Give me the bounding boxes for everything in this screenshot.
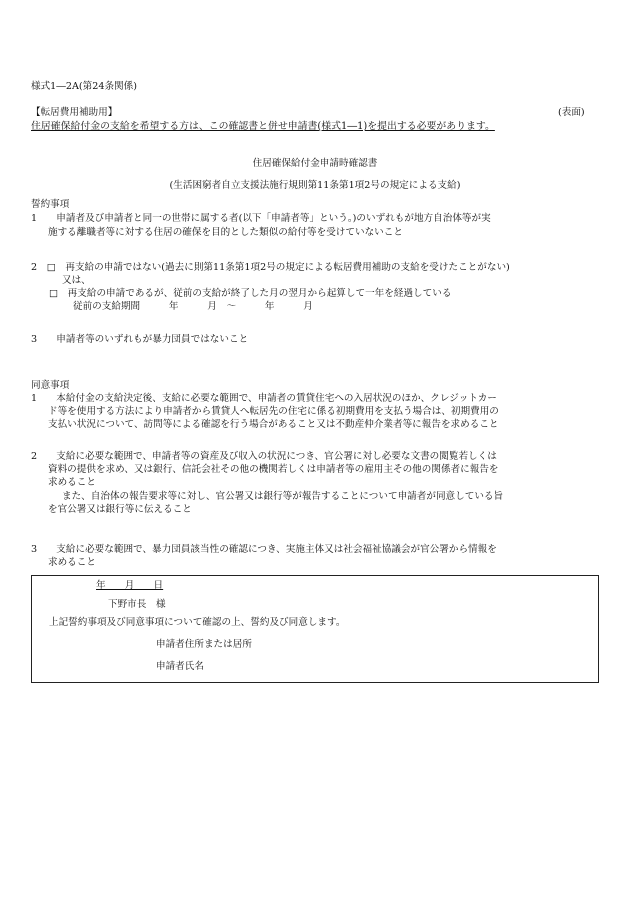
consent-item-2-line-1: 2 支給に必要な範囲で、申請者等の資産及び収入の状況につき、官公署に対し必要な文書の閲覧若しくは: [31, 451, 497, 462]
consent-item-2-line-3: 求めること: [48, 477, 96, 488]
notice: 住居確保給付金の支給を希望する方は、この確認書と併せ申請書(様式1―1)を提出する必要があります。: [31, 121, 495, 132]
pledge-item-1-line-1: 1 申請者及び申請者と同一の世帯に属する者(以下「申請者等」という。)のいずれもが地方自治体等が実: [31, 213, 491, 224]
consent-item-3-line-1: 3 支給に必要な範囲で、暴力団員該当性の確認につき、実施主体又は社会福祉協議会が官公署から情報を: [31, 544, 497, 555]
pledge-item-2-line-3: 従前の支給期間 年 月 ～ 年 月: [73, 301, 313, 312]
pledge-item-2-or: 又は、: [62, 275, 91, 286]
form-subtitle: (生活困窮者自立支援法施行規則第11条第1項2号の規定による支給): [169, 180, 461, 191]
consent-item-1-line-3: 支払い状況について、訪問等による確認を行う場合があること又は不動産仲介業者等に報告を求めること: [48, 419, 499, 430]
signature-addressee: 下野市長 様: [108, 599, 166, 610]
pledge-heading: 誓約事項: [31, 199, 70, 210]
consent-item-3-line-2: 求めること: [48, 557, 96, 568]
consent-heading: 同意事項: [31, 380, 70, 391]
signature-date[interactable]: 年 月 日: [96, 580, 164, 591]
signature-statement: 上記誓約事項及び同意事項について確認の上、誓約及び同意します。: [49, 617, 346, 628]
applicant-name-label[interactable]: 申請者氏名: [156, 661, 204, 672]
side-label: (表面): [558, 107, 585, 118]
applicant-address-label[interactable]: 申請者住所または居所: [156, 639, 252, 650]
pledge-item-2-line-2: □ 再支給の申請であるが、従前の支給が終了した月の翌月から起算して一年を経過している: [49, 288, 452, 299]
pledge-item-1-line-2: 施する離職者等に対する住居の確保を目的とした類似の給付等を受けていないこと: [48, 227, 403, 238]
consent-item-2-line-4: また、自治体の報告要求等に対し、官公署又は銀行等が報告することについて申請者が同意している旨: [62, 491, 504, 502]
pledge-item-3: 3 申請者等のいずれもが暴力団員ではないこと: [31, 334, 249, 345]
signature-box: [31, 575, 599, 683]
category-label: 【転居費用補助用】: [31, 107, 118, 118]
consent-item-1-line-2: ド等を使用する方法により申請者から賃貸人へ転居先の住宅に係る初期費用を支払う場合は、初期費用の: [48, 406, 499, 417]
form-title: 住居確保給付金申請時確認書: [252, 158, 378, 169]
consent-item-1-line-1: 1 本給付金の支給決定後、支給に必要な範囲で、申請者の賃貸住宅への入居状況のほか、クレジットカー: [31, 393, 497, 404]
pledge-item-2-line-1: 2 □ 再支給の申請ではない(過去に則第11条第1項2号の規定による転居費用補助の支給を受けたことがない): [31, 262, 510, 273]
form-id: 様式1―2A(第24条関係): [31, 81, 137, 92]
consent-item-2-line-2: 資料の提供を求め、又は銀行、信託会社その他の機関若しくは申請者等の雇用主その他の関係者に報告を: [48, 464, 499, 475]
consent-item-2-line-5: を官公署又は銀行等に伝えること: [48, 504, 192, 515]
